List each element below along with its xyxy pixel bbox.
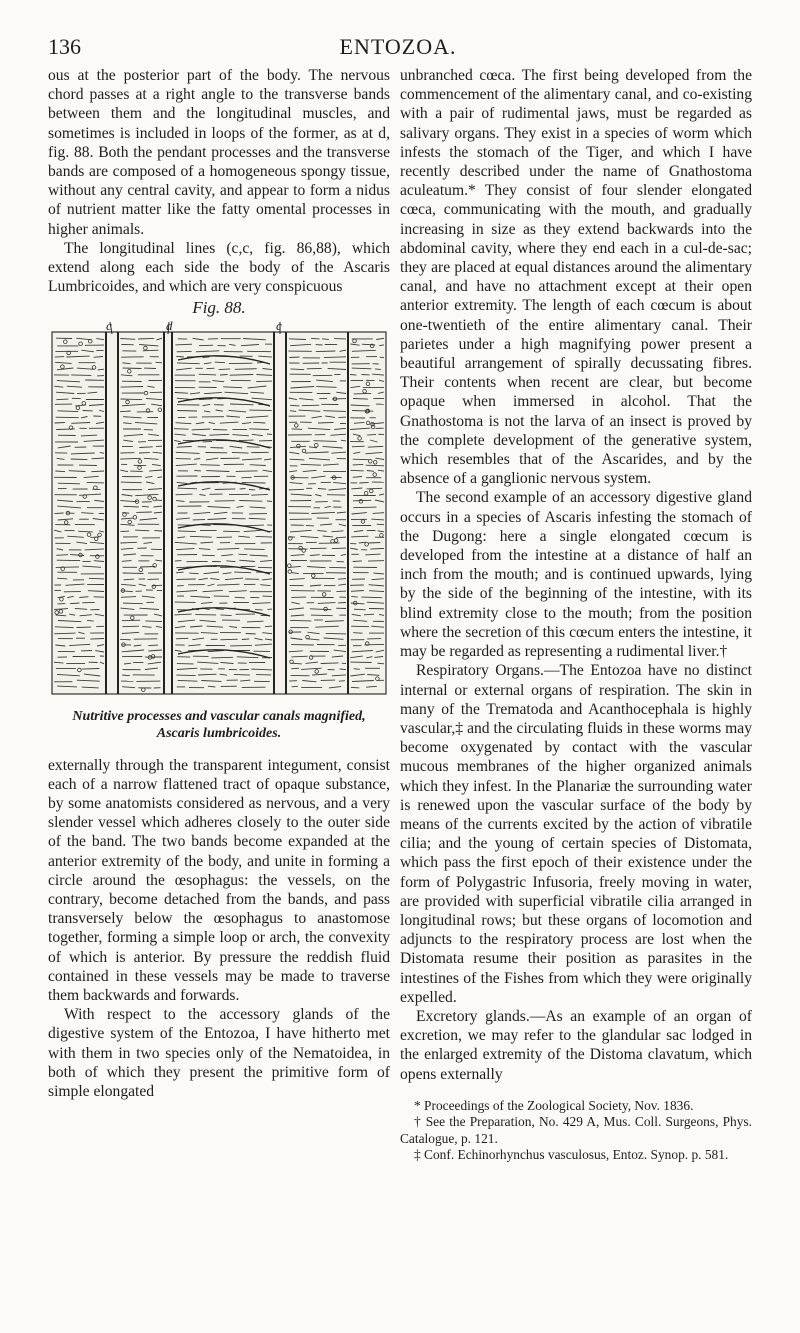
figure-letter-c-right: c [276,317,282,333]
figure-88 [48,317,390,702]
footnotes [400,1098,752,1164]
right-paragraph-3: Respiratory Organs.—The Entozoa have no distinct internal or external organs of respiration. The skin in many of the Trematoda and Acanthocephala is highly vascular,‡ and the circulating fluids in these worms may become oxygenated by contact with the vascular mucous membranes of the higher organized animals which they infest. In the Planariæ the surrounding water is renewed upon the vascular surface of the body by means of the currents excited by the action of vibratile cilia; and the young of certain species of Distomata, which pass the first epoch of their existence under the form of Polygastric Infusoria, freely moving in water, are provided with superficial vibratile cilia arranged in longitudinal rows; but these organs of locomotion and adjuncts to the respiratory process are lost when the Distomata resume their position as parasites in the intestines of the Fishes from which they were originally expelled. [400,662,752,1006]
footnote-3: ‡ Conf. Echinorhynchus vasculosus, Entoz. Synop. p. 581. [414,1146,729,1162]
footnote-2: † See the Preparation, No. 429 A, Mus. Coll. Surgeons, Phys. Catalogue, p. 121. [400,1114,752,1146]
figure-88-illustration [48,320,390,702]
figure-label: Fig. 88. [192,298,246,318]
footnote-1: * Proceedings of the Zoological Society, Nov. 1836. [414,1097,694,1113]
left-paragraph-4: With respect to the accessory glands of the digestive system of the Entozoa, I have hitherto met with them in two species only of the Nematoidea, in both of which they present the primitive form of simple elongated [48,1006,390,1101]
caption-line-1: Nutritive processes and vascular canals magnified, [72,708,366,724]
right-paragraph-2: The second example of an accessory digestive gland occurs in a species of Ascaris infesting the stomach of the Dugong: here a single elongated cœcum is developed from the intestine at a distance of half an inch from the mouth; and is continued upwards, lying by the side of the beginning of the intestine, with its blind extremity close to the mouth; from the position where the secretion of this cœcum enters the intestine, it may be regarded as representing a rudimental liver.† [400,489,752,661]
right-paragraph-4: Excretory glands.—As an example of an organ of excretion, we may refer to the glandular sac lodged in the enlarged extremity of the Distoma clavatum, which opens externally [400,1007,752,1083]
figure-letter-c-left: c [106,317,112,333]
left-column [48,66,390,1101]
right-paragraph-1: unbranched cœca. The first being developed from the commencement of the alimentary canal, and co-existing with a pair of rudimental jaws, must be regarded as salivary organs. They exist in a species of worm which infests the stomach of the Tiger, and which I have recently described under the name of Gnathostoma aculeatum.* They consist of four slender elongated cœca, communicating with the mouth, and gradually increasing in size as they extend backwards into the abdominal cavity, where they end each in a cul-de-sac; they are placed at equal distances around the alimentary canal, and have no attachment except at their open anterior extremity. The length of each cœcum is about one-twentieth of the entire alimentary canal. Their parietes under a high magnifying power present a beautiful arrangement of spirally decussating fibres. Their contents when recent are clear, but become opaque when immersed in alcohol. That the Gnathostoma is not the larva of an insect is proved by the complete development of the generative system, which resembles that of the Ascarides, and by the absence of a ganglionic nervous system. [400,67,752,488]
page-number: 136 [48,34,81,59]
left-paragraph-1: ous at the posterior part of the body. The nervous chord passes at a right angle to the transverse bands between them and the longitudinal muscles, and sometimes is included in loops of the former, as at d, fig. 88. Both the pendant processes and the transverse bands are composed of a homogeneous spongy tissue, without any central cavity, and appear to form a nidus of nutrient matter like the fatty omental processes in higher animals. [48,67,390,238]
page-header [48,34,748,62]
running-head: ENTOZOA. [339,34,457,59]
left-paragraph-3: externally through the transparent integument, consist each of a narrow flattened tract of opaque substance, by some anatomists considered as nervous, and a very slender vessel which adheres closely to the outer side of the band. The two bands become expanded at the anterior extremity of the body, and unite in forming a circle around the œsophagus: the vessels, on the contrary, become detached from the bands, and pass transversely below the œsophagus to anastomose together, forming a simple loop or arch, the convexity of which is anterior. By pressure the reddish fluid contained in these vessels may be made to traverse them backwards and forwards. [48,756,390,1005]
figure-caption [48,708,390,742]
caption-line-2: Ascaris lumbricoides. [156,725,282,741]
figure-letter-d: d [166,317,173,333]
right-column [400,66,752,1163]
left-paragraph-2: The longitudinal lines (c,c, fig. 86,88), which extend along each side the body of the Ascaris Lumbricoides, and which are very conspicuous [48,239,390,296]
